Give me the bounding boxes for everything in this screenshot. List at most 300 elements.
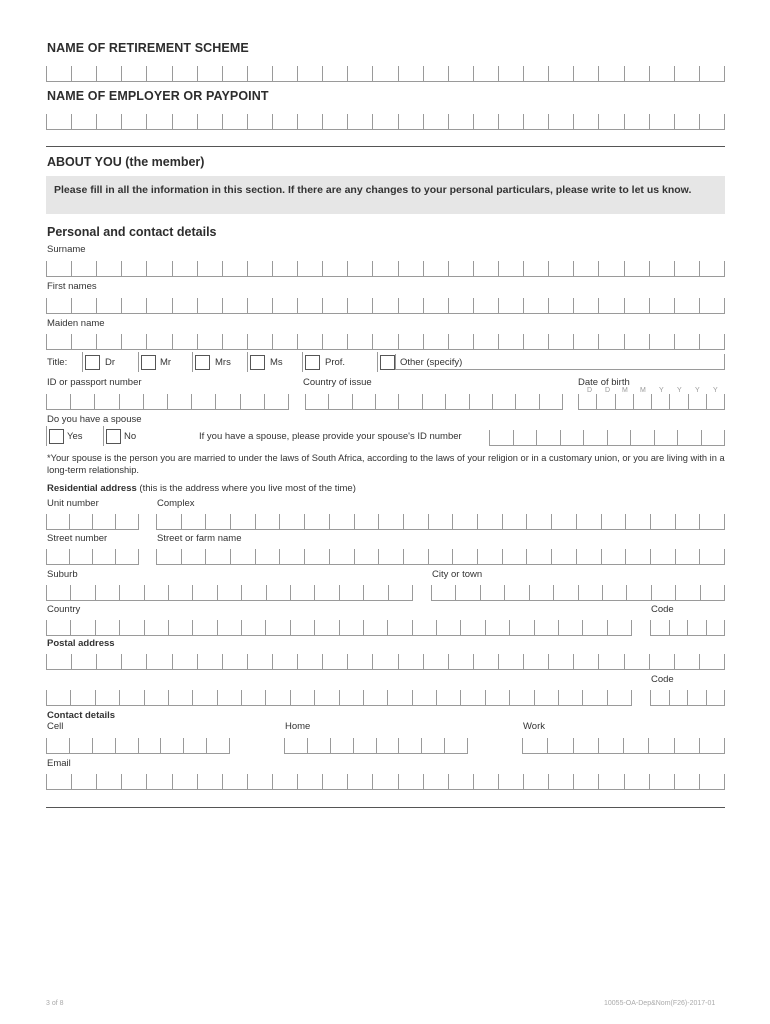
comb-divider [247,66,248,81]
comb-divider [674,774,675,789]
postal-heading: Postal address [47,638,115,649]
comb-divider [649,261,650,276]
comb-divider [631,690,632,705]
comb-divider [330,738,331,753]
comb-divider [305,394,306,409]
comb-divider [146,114,147,129]
comb-divider [144,690,145,705]
comb-divider [699,298,700,313]
comb-divider [674,261,675,276]
maiden-name-label: Maiden name [47,318,105,329]
comb-divider [70,690,71,705]
comb-divider [398,261,399,276]
comb-divider [724,394,725,409]
comb-divider [633,394,634,409]
comb-divider [523,774,524,789]
comb-divider [523,298,524,313]
date-of-birth-label: Date of birth [578,377,630,388]
comb-divider [96,334,97,349]
title-mr-checkbox[interactable] [141,355,156,370]
comb-divider [582,620,583,635]
comb-divider [69,549,70,564]
comb-divider [477,549,478,564]
comb-divider [363,690,364,705]
comb-divider [247,261,248,276]
comb-divider [699,334,700,349]
comb-divider [687,620,688,635]
dob-y1: Y [659,387,664,394]
comb-divider [724,514,725,529]
comb-divider [229,738,230,753]
comb-divider [553,585,554,600]
comb-divider [423,114,424,129]
comb-divider [247,114,248,129]
comb-divider [489,430,490,445]
street-name-field[interactable] [156,546,725,565]
comb-divider [197,654,198,669]
comb-divider [724,738,725,753]
comb-divider [649,66,650,81]
comb-divider [121,261,122,276]
comb-divider [279,549,280,564]
comb-divider [651,585,652,600]
maiden-name-field[interactable] [46,331,725,350]
comb-divider [376,738,377,753]
cell-field[interactable] [46,735,230,754]
comb-divider [314,620,315,635]
comb-divider [607,620,608,635]
comb-divider [71,261,72,276]
comb-divider [448,654,449,669]
comb-divider [264,394,265,409]
comb-divider [562,394,563,409]
comb-divider [625,549,626,564]
comb-divider [675,549,676,564]
comb-divider [398,114,399,129]
comb-divider [378,514,379,529]
comb-divider [121,334,122,349]
comb-divider [724,774,725,789]
comb-divider [266,585,267,600]
comb-divider [548,66,549,81]
comb-divider [69,514,70,529]
comb-divider [247,334,248,349]
comb-divider [119,690,120,705]
comb-divider [92,738,93,753]
comb-divider [687,690,688,705]
comb-divider [222,261,223,276]
spouse-yes-checkbox[interactable] [49,429,64,444]
comb-divider [388,585,389,600]
comb-divider [272,261,273,276]
date-of-birth-field[interactable] [578,391,725,410]
comb-divider [197,114,198,129]
work-field[interactable] [522,735,725,754]
title-other-field[interactable] [395,351,725,370]
comb-divider [448,114,449,129]
comb-divider [509,620,510,635]
comb-divider [372,774,373,789]
comb-divider [92,514,93,529]
comb-divider [387,620,388,635]
comb-divider [598,261,599,276]
comb-divider [624,334,625,349]
comb-divider [548,654,549,669]
comb-divider [445,394,446,409]
comb-divider [700,585,701,600]
comb-divider [191,394,192,409]
comb-divider [96,654,97,669]
comb-divider [297,114,298,129]
comb-divider [119,620,120,635]
comb-divider [329,514,330,529]
comb-divider [428,514,429,529]
title-other-checkbox[interactable] [380,355,395,370]
title-mr-label: Mr [160,357,172,368]
comb-divider [378,549,379,564]
employer-heading: NAME OF EMPLOYER OR PAYPOINT [47,89,269,103]
comb-divider [94,394,95,409]
comb-divider [168,690,169,705]
comb-divider [172,298,173,313]
postal-code-field[interactable] [650,687,725,706]
city-field[interactable] [431,582,725,601]
comb-divider [121,298,122,313]
work-label: Work [523,721,545,732]
comb-divider [347,654,348,669]
comb-divider [548,774,549,789]
comb-divider [272,654,273,669]
comb-divider [598,66,599,81]
comb-divider [96,298,97,313]
dob-m1: M [622,387,628,394]
section-divider [46,146,725,147]
comb-divider [724,430,725,445]
comb-divider [724,114,725,129]
comb-divider [297,334,298,349]
comb-divider [347,774,348,789]
id-number-field[interactable] [46,391,289,410]
comb-divider [412,690,413,705]
surname-field[interactable] [46,258,725,277]
home-field[interactable] [284,735,468,754]
comb-divider [265,620,266,635]
comb-divider [46,394,47,409]
comb-divider [167,394,168,409]
comb-divider [558,690,559,705]
comb-divider [602,585,603,600]
country-label: Country [47,604,81,615]
comb-divider [222,114,223,129]
comb-divider [328,394,329,409]
comb-divider [272,774,273,789]
code-field[interactable] [650,617,725,636]
comb-divider [290,620,291,635]
comb-divider [504,585,505,600]
comb-divider [146,774,147,789]
comb-divider [372,66,373,81]
employer-name-field[interactable] [46,111,725,130]
comb-divider [279,514,280,529]
postal-code-label: Code [651,674,674,685]
comb-divider [192,585,193,600]
comb-divider [322,774,323,789]
comb-divider [452,549,453,564]
comb-divider [222,654,223,669]
comb-divider [523,334,524,349]
comb-divider [422,394,423,409]
comb-divider [423,774,424,789]
title-prof-checkbox[interactable] [305,355,320,370]
email-label: Email [47,758,71,769]
comb-divider [625,514,626,529]
comb-divider [247,774,248,789]
country-field[interactable] [46,617,632,636]
comb-divider [654,430,655,445]
comb-divider [96,66,97,81]
comb-divider [423,654,424,669]
comb-divider [724,620,725,635]
comb-divider [339,585,340,600]
comb-divider [598,334,599,349]
dob-m2: M [640,387,646,394]
comb-divider [477,514,478,529]
dob-y2: Y [677,387,682,394]
complex-field[interactable] [156,511,725,530]
comb-divider [272,334,273,349]
title-mrs-label: Mrs [215,357,231,368]
comb-divider [650,690,651,705]
comb-divider [156,514,157,529]
comb-divider [523,261,524,276]
comb-divider [96,261,97,276]
comb-divider [241,620,242,635]
comb-divider [576,549,577,564]
comb-divider [460,620,461,635]
comb-divider [624,114,625,129]
scheme-name-field[interactable] [46,63,725,82]
comb-divider [144,620,145,635]
comb-divider [138,549,139,564]
comb-divider [582,690,583,705]
comb-divider [615,394,616,409]
comb-divider [304,549,305,564]
comb-divider [398,738,399,753]
comb-divider [197,261,198,276]
first-names-field[interactable] [46,295,725,314]
comb-divider [706,620,707,635]
comb-divider [146,66,147,81]
comb-divider [272,66,273,81]
comb-divider [699,654,700,669]
comb-divider [674,298,675,313]
comb-divider [473,334,474,349]
comb-divider [71,334,72,349]
title-dr-label: Dr [105,357,116,368]
comb-divider [197,774,198,789]
comb-divider [46,654,47,669]
comb-divider [398,394,399,409]
comb-divider [598,774,599,789]
comb-divider [650,620,651,635]
comb-divider [724,654,725,669]
postal-line-1-field[interactable] [46,651,725,670]
comb-divider [363,585,364,600]
comb-divider [649,334,650,349]
title-mrs-checkbox[interactable] [195,355,210,370]
comb-divider [46,585,47,600]
comb-divider [353,738,354,753]
comb-divider [322,298,323,313]
comb-divider [398,774,399,789]
comb-divider [480,585,481,600]
comb-divider [498,334,499,349]
title-ms-checkbox[interactable] [250,355,265,370]
spouse-definition: *Your spouse is the person you are married to under the laws of South Africa, according to the laws of your religion or in a customary union, or you are living with in a long-term relationship. [47,453,725,475]
comb-divider [217,585,218,600]
title-dr-checkbox[interactable] [85,355,100,370]
comb-divider [255,514,256,529]
comb-divider [498,774,499,789]
comb-divider [119,394,120,409]
comb-divider [347,334,348,349]
comb-divider [578,394,579,409]
id-number-label: ID or passport number [47,377,142,388]
comb-divider [448,298,449,313]
comb-divider [699,774,700,789]
comb-divider [197,334,198,349]
comb-divider [206,738,207,753]
comb-divider [706,690,707,705]
comb-divider [297,654,298,669]
comb-divider [215,394,216,409]
comb-divider [473,298,474,313]
comb-divider [272,114,273,129]
country-of-issue-label: Country of issue [303,377,372,388]
comb-divider [71,774,72,789]
spouse-no-checkbox[interactable] [106,429,121,444]
comb-divider [96,114,97,129]
comb-divider [523,114,524,129]
comb-divider [573,654,574,669]
comb-divider [372,114,373,129]
comb-divider [649,298,650,313]
comb-divider [526,514,527,529]
comb-divider [421,738,422,753]
comb-divider [119,585,120,600]
comb-divider [46,738,47,753]
comb-divider [339,620,340,635]
about-heading: ABOUT YOU (the member) [47,155,205,169]
comb-divider [230,514,231,529]
title-label: Title: [47,357,68,368]
street-number-field[interactable] [46,546,139,565]
comb-divider [46,690,47,705]
comb-divider [290,690,291,705]
comb-divider [509,690,510,705]
comb-divider [314,690,315,705]
dob-d1: D [587,387,593,394]
comb-divider [649,774,650,789]
comb-divider [534,690,535,705]
comb-divider [688,394,689,409]
comb-divider [284,738,285,753]
comb-divider [322,66,323,81]
comb-divider [322,654,323,669]
comb-divider [146,654,147,669]
spouse-id-label: If you have a spouse, please provide your spouse's ID number [199,431,462,442]
comb-divider [146,261,147,276]
comb-divider [651,394,652,409]
comb-divider [240,394,241,409]
email-field[interactable] [46,771,725,790]
spouse-id-field[interactable] [489,427,725,446]
comb-divider [624,774,625,789]
comb-divider [428,549,429,564]
comb-divider [138,738,139,753]
postal-line-2-field[interactable] [46,687,632,706]
suburb-field[interactable] [46,582,413,601]
comb-divider [46,114,47,129]
comb-divider [699,514,700,529]
home-label: Home [285,721,311,732]
first-names-label: First names [47,281,97,292]
comb-divider [265,690,266,705]
comb-divider [473,114,474,129]
comb-divider [724,66,725,81]
comb-divider [121,654,122,669]
comb-divider [452,514,453,529]
comb-divider [677,430,678,445]
comb-divider [46,774,47,789]
comb-divider [121,774,122,789]
comb-divider [699,261,700,276]
comb-divider [197,298,198,313]
comb-divider [598,738,599,753]
residential-heading [47,483,356,494]
unit-number-field[interactable] [46,511,139,530]
comb-divider [297,261,298,276]
comb-divider [502,514,503,529]
comb-divider [448,261,449,276]
comb-divider [222,298,223,313]
comb-divider [168,620,169,635]
comb-divider [144,585,145,600]
comb-divider [724,585,725,600]
comb-divider [674,654,675,669]
comb-divider [573,334,574,349]
comb-divider [551,514,552,529]
comb-divider [669,690,670,705]
comb-divider [674,738,675,753]
comb-divider [46,66,47,81]
residential-title: Residential address [47,483,137,494]
comb-divider [444,738,445,753]
comb-divider [46,620,47,635]
comb-divider [502,549,503,564]
spouse-no-label: No [124,431,137,442]
comb-divider [70,585,71,600]
comb-divider [624,654,625,669]
comb-divider [241,690,242,705]
comb-divider [288,394,289,409]
spouse-yes-label: Yes [67,431,83,442]
comb-divider [548,298,549,313]
comb-divider [526,549,527,564]
country-of-issue-field[interactable] [305,391,563,410]
comb-divider [307,738,308,753]
comb-divider [701,430,702,445]
